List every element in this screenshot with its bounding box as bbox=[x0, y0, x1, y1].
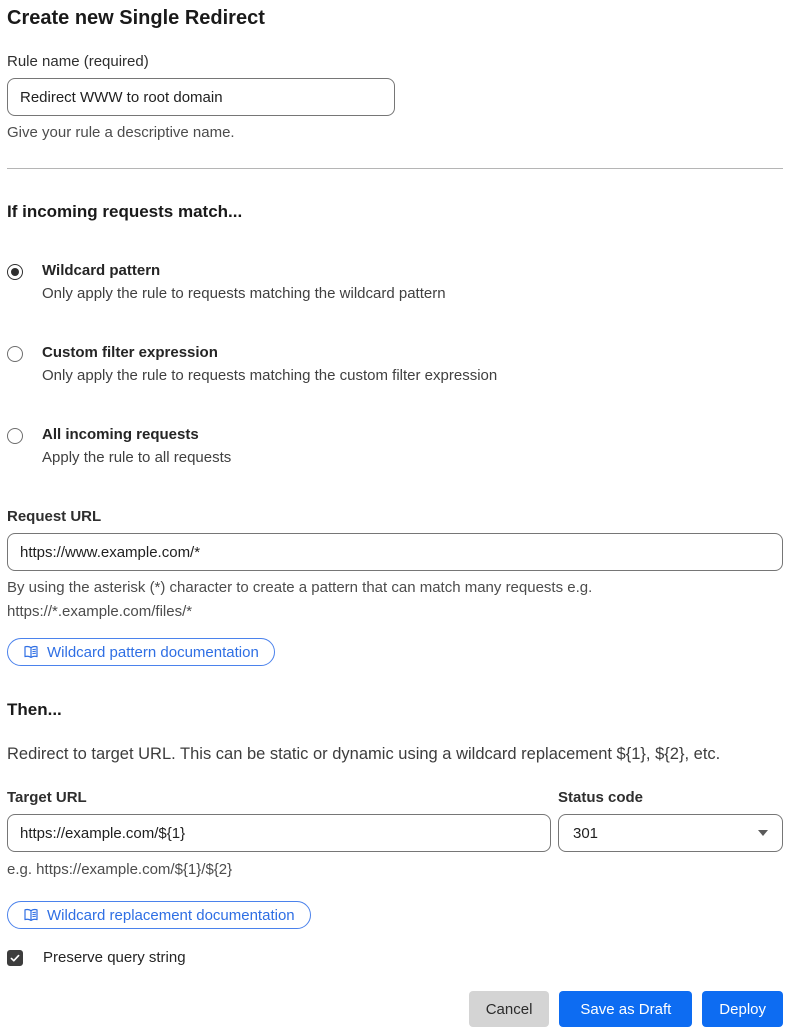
deploy-button[interactable]: Deploy bbox=[702, 991, 783, 1027]
wildcard-replacement-docs-button[interactable] bbox=[7, 901, 311, 929]
request-url-helper-line1: By using the asterisk (*) character to create a pattern that can match many requests e.g. bbox=[7, 579, 593, 596]
radio-option-description: Apply the rule to all requests bbox=[42, 449, 232, 466]
then-section-heading: Then... bbox=[7, 700, 62, 719]
radio-button-icon[interactable] bbox=[7, 346, 23, 362]
section-divider bbox=[7, 168, 783, 169]
radio-button-icon[interactable] bbox=[7, 428, 23, 444]
request-url-label: Request URL bbox=[7, 508, 102, 525]
then-section-description: Redirect to target URL. This can be static or dynamic using a wildcard replacement ${1}, ${2}, etc. bbox=[7, 745, 721, 763]
checkbox-icon[interactable] bbox=[7, 950, 23, 966]
page-title: Create new Single Redirect bbox=[7, 7, 265, 29]
request-url-helper bbox=[7, 576, 783, 624]
cancel-button[interactable]: Cancel bbox=[469, 991, 550, 1027]
status-code-label: Status code bbox=[558, 789, 644, 806]
status-code-column bbox=[558, 789, 783, 882]
form-actions bbox=[7, 991, 783, 1027]
preserve-query-label: Preserve query string bbox=[43, 949, 186, 966]
radio-option-label: Custom filter expression bbox=[42, 344, 218, 361]
wildcard-pattern-docs-button[interactable] bbox=[7, 638, 275, 666]
target-url-helper: e.g. https://example.com/${1}/${2} bbox=[7, 861, 233, 878]
radio-option-custom-filter[interactable] bbox=[7, 344, 783, 384]
radio-button-icon[interactable] bbox=[7, 264, 23, 280]
save-as-draft-button[interactable]: Save as Draft bbox=[559, 991, 692, 1027]
target-url-label: Target URL bbox=[7, 789, 87, 806]
radio-option-description: Only apply the rule to requests matching the custom filter expression bbox=[42, 367, 498, 384]
radio-option-wildcard-pattern[interactable] bbox=[7, 262, 783, 302]
radio-option-label: Wildcard pattern bbox=[42, 262, 161, 279]
status-code-select[interactable] bbox=[558, 814, 783, 852]
radio-option-description: Only apply the rule to requests matching the wildcard pattern bbox=[42, 285, 446, 302]
request-url-input[interactable] bbox=[7, 533, 783, 571]
preserve-query-row[interactable] bbox=[7, 949, 783, 966]
target-url-column bbox=[7, 789, 551, 882]
book-icon bbox=[23, 644, 39, 660]
status-code-value: 301 bbox=[573, 824, 599, 842]
target-status-row bbox=[7, 789, 783, 882]
match-section-heading: If incoming requests match... bbox=[7, 202, 243, 221]
wildcard-pattern-docs-label: Wildcard pattern documentation bbox=[47, 643, 259, 661]
book-icon bbox=[23, 907, 39, 923]
target-url-input[interactable] bbox=[7, 814, 551, 852]
radio-option-label: All incoming requests bbox=[42, 426, 199, 443]
wildcard-replacement-docs-label: Wildcard replacement documentation bbox=[47, 906, 295, 924]
rule-name-helper: Give your rule a descriptive name. bbox=[7, 124, 235, 141]
chevron-down-icon bbox=[758, 830, 768, 836]
rule-name-label: Rule name (required) bbox=[7, 53, 149, 70]
rule-name-input[interactable] bbox=[7, 78, 395, 116]
request-url-helper-line2: https://*.example.com/files/* bbox=[7, 603, 193, 620]
radio-option-all-requests[interactable] bbox=[7, 426, 783, 466]
